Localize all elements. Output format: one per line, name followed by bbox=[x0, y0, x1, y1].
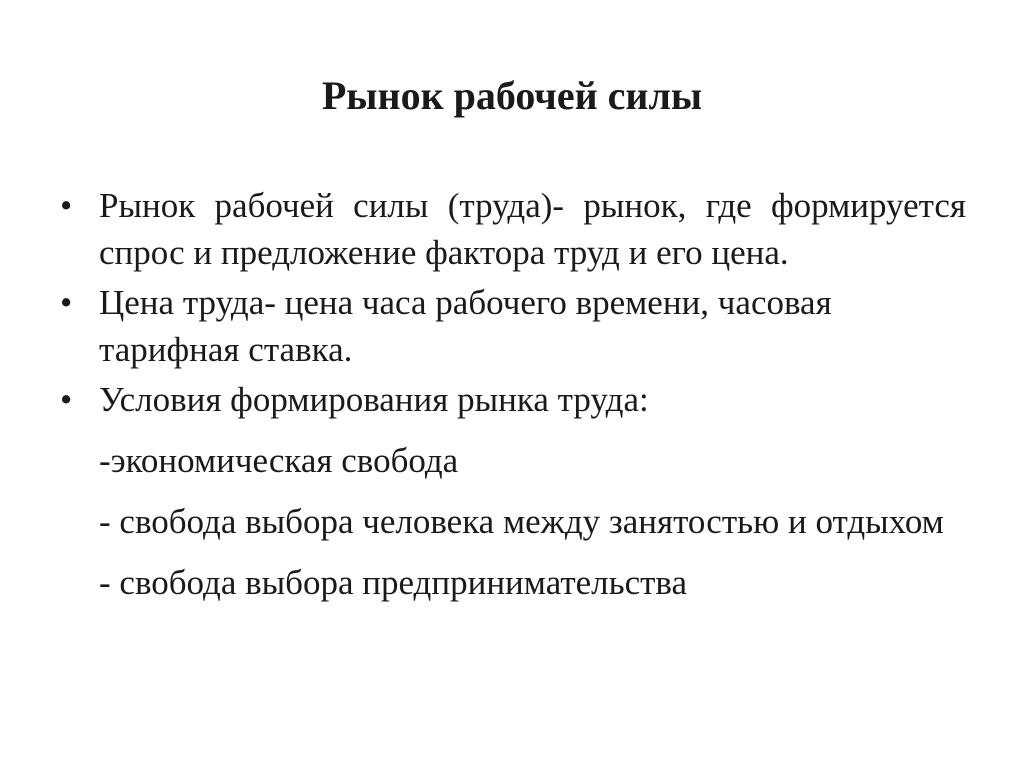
bullet-text: Рынок рабочей силы (труда)- рынок, где формируется спрос и предложение фактора труд и его цена. bbox=[99, 186, 966, 272]
bullet-item bbox=[60, 376, 966, 423]
bullet-marker: • bbox=[60, 186, 73, 225]
condition-item: - свобода выбора человека между занятостью и отдыхом bbox=[99, 502, 944, 541]
bullet-marker: • bbox=[60, 380, 73, 419]
bullet-item bbox=[60, 279, 966, 373]
condition-item: -экономическая свобода bbox=[99, 441, 459, 480]
bullet-item bbox=[60, 182, 966, 276]
condition-item: - свобода выбора предпринимательства bbox=[99, 563, 688, 602]
bullet-text: Цена труда- цена часа рабочего времени, часовая тарифная ставка. bbox=[99, 283, 832, 369]
slide-content bbox=[60, 182, 966, 606]
slide-title: Рынок рабочей силы bbox=[321, 73, 703, 118]
bullet-text: Условия формирования рынка труда: bbox=[99, 380, 649, 419]
bullet-marker: • bbox=[60, 283, 73, 322]
